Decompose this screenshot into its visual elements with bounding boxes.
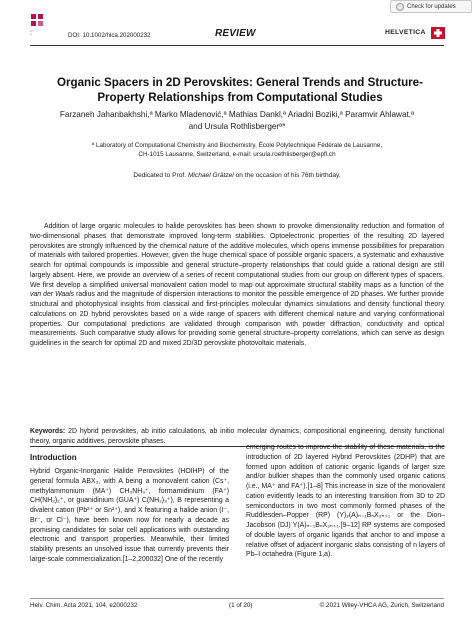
dedication-name: Michael Grätzel [187, 172, 234, 179]
title-line-1: Organic Spacers in 2D Perovskites: General Trends and Structure- [57, 76, 423, 89]
check-for-updates-button[interactable] [390, 0, 472, 13]
footer-rule [30, 598, 444, 599]
author-list [30, 109, 444, 134]
header-rule [30, 45, 444, 46]
authors-line-2: and Ursula Rothlisbergerª* [188, 122, 286, 132]
title-line-2: Property Relationships from Computational Studies [97, 90, 383, 104]
check-for-updates-label: Check for updates [407, 3, 456, 10]
intro-column-right: emerging routes to improve the stability of these materials, is the introduction of 2D layered Hybrid Perovskites (2DHP) that are formed upon addition of cationic organic ligands of larger size and/or bulkier shapes than the commonly used organic cations (i.e., MA⁺ and FA⁺).[1–8] This increase in size of the monovalent cation evidently leads to an interesting transition from 3D to 2D semiconductors in two most commonly formed phases of the Ruddlesden–Popper (RP) (Y)₂(A)ₙ₋₁BₙX₃ₙ₊₁ or the Dion–Jacobson (DJ) Y(A)ₙ₋₁BₙX₃ₙ₊₁.[9–12] RP systems are composed of double layers of organic ligands that anchor to and impose a relative offset of adjacent inorganic slabs consisting of n layers of Pb–I octahedra (Figure 1,a). [246, 444, 445, 559]
intro-column-left: Hybrid Organic-Inorganic Halide Perovskites (HOIHP) of the general formula ABX₃, with A being a monovalent cation (Cs⁺, methylammonium (MA⁺) CH₃NH₃⁺, formamidinium (FA⁺) CH(NH₂)₂⁺, or guanidinium (GUA⁺) C(NH₂)₃⁺), B representing a divalent cation (Pb²⁺ or Sn²⁺), and X featuring a halide anion (I⁻, Br⁻, or Cl⁻), have been known now for nearly a decade as promising candidates for solar cell applications with outstanding electronic and transport properties. Meanwhile, their limited stability presents an unsolved issue that currently prevents their large-scale commercialization.[1–2,200032] One of the recently [30, 468, 229, 563]
keywords-text: 2D hybrid perovskites, ab initio calculations, ab initio molecular dynamics, compositional engineering, density functional theory, organic additives, perovskite phases. [30, 428, 444, 445]
footer-citation: Helv. Chim. Acta 2021, 104, e2000232 [30, 602, 138, 609]
dedication: Dedicated to Prof. Michael Grätzel on the occasion of his 76th birthday. [133, 172, 341, 179]
publisher-logo-text: ▪▪▪ ▪▪ [30, 29, 34, 36]
update-icon [396, 3, 404, 11]
journal-brand: HELVETICA [385, 29, 426, 36]
affiliation [30, 142, 444, 160]
authors-line-1: Farzaneh Jahanbakhshi,ª Marko Mladenović,ª Mathias Dankl,ª Ariadni Boziki,ª Paramvir Ahlawat,ª [59, 110, 415, 119]
journal-logo-icon [431, 27, 445, 39]
affiliation-line-1: ª Laboratory of Computational Chemistry and Biochemistry, École Polytechnique Fédérale de Lausanne, [91, 142, 383, 149]
abstract: Addition of large organic molecules to halide perovskites has been shown to provoke dimensionality reduction and formation of two-dimensional phases that demonstrate improved long-term stabilities. Optoelectronic properties of the resulting 2D layered perovskites are strongly influenced by the chemical nature of the additive molecules, which opens immense possibilities for preparation of materials with tailored properties. However, given the huge chemical space of possible organic spacers, a systematic and exhaustive search for optimal compounds is impossible and general structure–property relationships that could guide a rational design are still largely absent. Here, we provide an overview of a series of recent computational studies from our group on different types of spacers. We first develop a simplified universal monovalent cation model to map out approximate structural stability maps as a function of the van der Waals radius and the magnitude of dispersion interactions to monitor the possible emergence of 2D phases. We further provide structural and photophysical insights from classical and first-principles molecular dynamics simulations and density functional theory calculations on 2D hybrid perovskites based on a wide range of spacers with different chemical nature and varying conformational properties. Our computational predictions are validated through comparison with powder diffraction, conductivity and optical measurements. Such comparative study allows for providing some general structure–property correlations, which can serve as design guidelines in the search for optimal 2D and mixed 2D/3D perovskite photovoltaic materials. [30, 223, 444, 347]
affiliation-line-2[interactable]: CH-1015 Lausanne, Switzerland, e-mail: ursula.roethlisberger@epfl.ch [138, 150, 336, 158]
footer-copyright: © 2021 Wiley-VHCA AG, Zurich, Switzerland [319, 602, 444, 609]
doi-text: DOI: 10.1002/hlca.202000232 [68, 32, 151, 39]
article-title [30, 76, 450, 105]
keywords-label: Keywords: [30, 428, 66, 435]
publisher-logo [31, 14, 43, 27]
footer-page: (1 of 20) [229, 602, 253, 609]
section-heading-introduction: Introduction [30, 453, 77, 462]
section-label: REVIEW [215, 28, 256, 39]
